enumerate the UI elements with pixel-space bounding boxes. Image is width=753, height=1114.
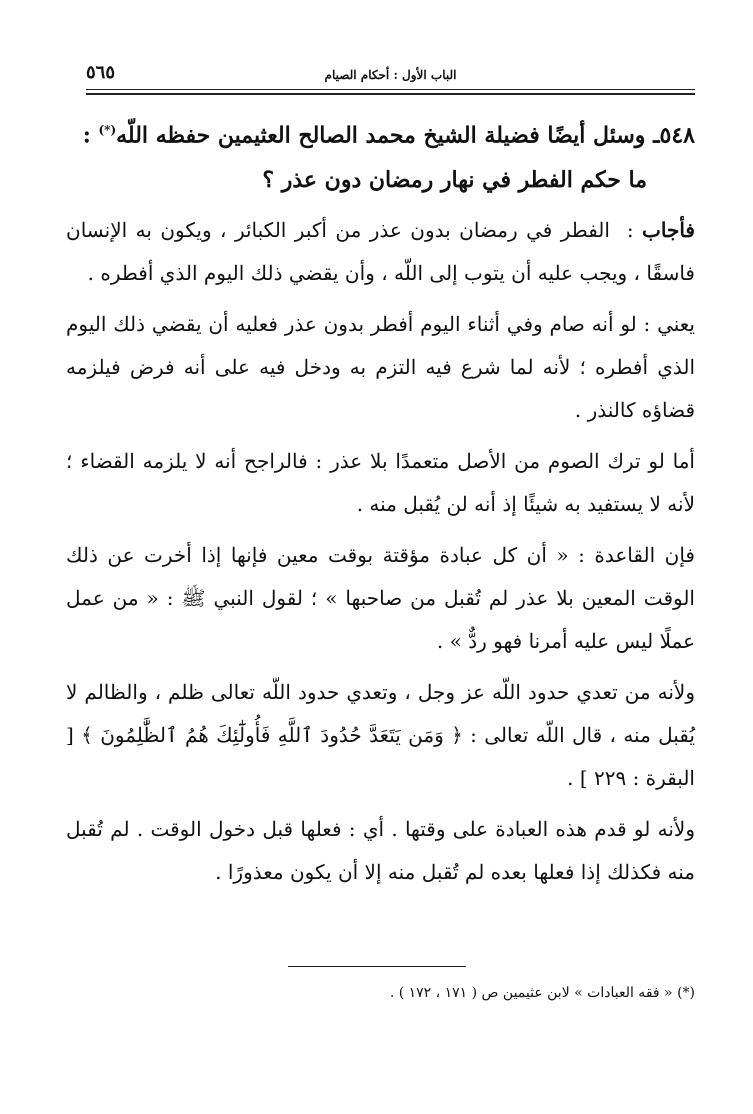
running-title: الباب الأول : أحكام الصيام <box>324 68 457 82</box>
paragraph-5: ولأنه لو قدم هذه العبادة على وقتها . أي : فعلها قبل دخول الوقت . لم تُقبل منه فكذلك إذا فعلها بعده لم تُقبل منه إلا أن يكون معذورًا . <box>66 817 695 885</box>
footnote-text: « فقه العبادات » لابن عثيمين ص ( ١٧١ ، ١٧٢ ) . <box>389 985 673 1001</box>
header-rule-thick <box>86 93 695 95</box>
question-line-2: ما حكم الفطر في نهار رمضان دون عذر ؟ <box>262 167 647 194</box>
question-intro: وسئل أيضًا فضيلة الشيخ محمد الصالح العثيمين حفظه اللّه <box>116 122 646 149</box>
answer-text: الفطر في رمضان بدون عذر من أكبر الكبائر ، ويكون به الإنسان فاسقًا ، ويجب عليه أن يتوب إلى اللّه ، وأن يقضي ذلك اليوم الذي أفطره . <box>66 218 695 286</box>
answer-colon: : <box>626 218 643 243</box>
footnote <box>66 982 695 1004</box>
footnote-marker-bottom: (*) <box>677 985 695 1001</box>
question-colon: : <box>82 122 99 149</box>
page-header <box>86 62 695 92</box>
question-number: ٥٤٨ـ <box>653 122 695 149</box>
page-content <box>66 108 695 902</box>
answer-label: فأجاب <box>642 218 695 243</box>
paragraph-4: ولأنه من تعدي حدود اللّه عز وجل ، وتعدي حدود اللّه تعالى ظلم ، والظالم لا يُقبل منه ، قال اللّه تعالى : ﴿ وَمَن يَتَعَدَّ حُدُودَ ٱللَّهِ فَأُولَٰٓئِكَ هُمُ ٱلظَّٰلِمُونَ ﴾ [ البقرة : ٢٢٩ ] . <box>66 680 695 791</box>
paragraph-1: يعني : لو أنه صام وفي أثناء اليوم أفطر بدون عذر فعليه أن يقضي ذلك اليوم الذي أفطره ؛ لأنه لما شرع فيه التزم به ودخل فيه على أنه فرض فيلزمه قضاؤه كالنذر . <box>66 312 695 423</box>
paragraph-2: أما لو ترك الصوم من الأصل متعمدًا بلا عذر : فالراجح أنه لا يلزمه القضاء ؛ لأنه لا يستفيد به شيئًا إذ أنه لن يُقبل منه . <box>66 449 695 517</box>
question-line-1 <box>66 108 695 158</box>
paragraph-3: فإن القاعدة : « أن كل عبادة مؤقتة بوقت معين فإنها إذا أخرت عن ذلك الوقت المعين بلا عذر لم تُقبل من صاحبها » ؛ لقول النبي ﷺ : « من عمل عملًا ليس عليه أمرنا فهو ردٌّ » . <box>66 543 695 654</box>
footnote-marker: (*) <box>98 123 117 137</box>
answer-paragraph <box>66 209 695 295</box>
footnote-rule <box>288 966 466 967</box>
question-block <box>66 108 695 203</box>
header-rule <box>86 89 695 90</box>
page-number: ٥٦٥ <box>86 62 116 83</box>
